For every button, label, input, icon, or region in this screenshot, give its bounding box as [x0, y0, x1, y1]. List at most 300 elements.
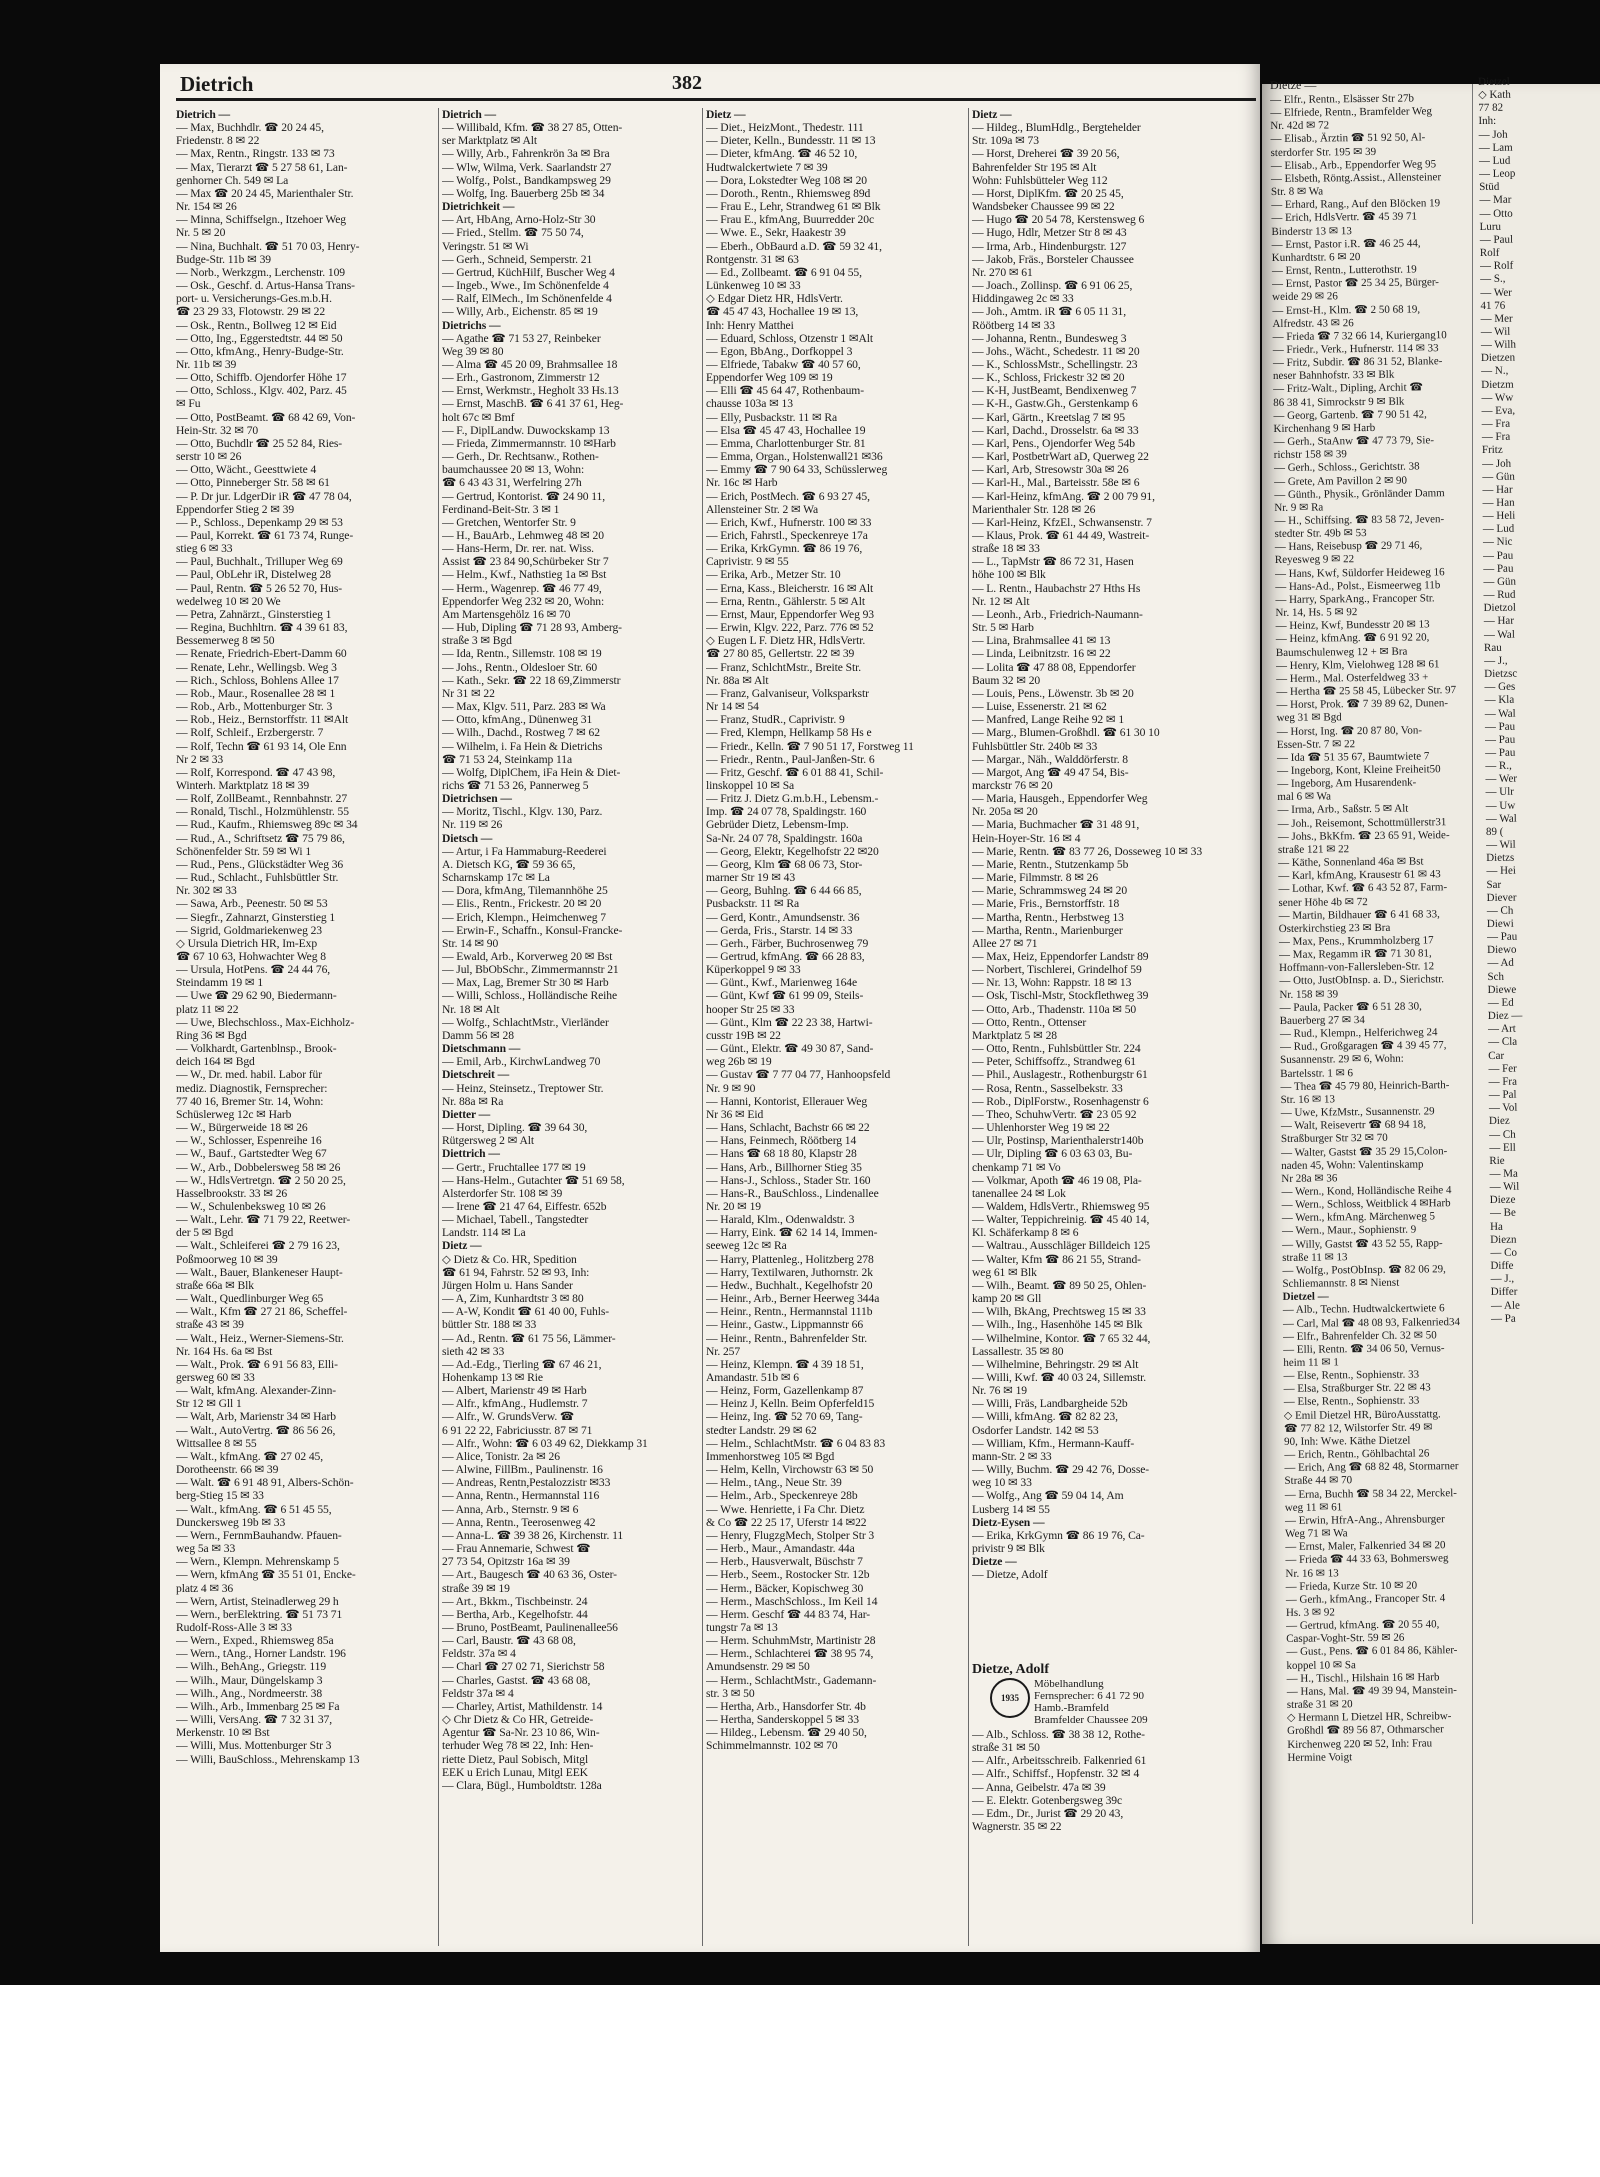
- directory-entry-fragment: — Pa: [1490, 1312, 1516, 1325]
- directory-entry: — Heinz, Form, Gazellenkamp 87: [706, 1384, 864, 1398]
- directory-entry: ser Marktplatz ✉ Alt: [442, 134, 537, 148]
- directory-entry: — Otto, JustObInsp. a. D., Sierichstr.: [1279, 973, 1445, 988]
- directory-entry: weg 10 ✉ 33: [972, 1476, 1032, 1490]
- directory-entry: — Diet., HeizMont., Thedestr. 111: [706, 121, 864, 135]
- directory-entry: — Waldem, HdlsVertr., Rhiemsweg 95: [972, 1199, 1150, 1213]
- directory-entry: — Ernst, Pastor i.R. ☎ 46 25 44,: [1271, 237, 1421, 251]
- directory-entry: — Walt, Reisevertr ☎ 68 94 18,: [1280, 1118, 1427, 1133]
- directory-entry: — Uwe, Blechschloss., Max-Eichholz-: [176, 1015, 355, 1029]
- directory-entry: Hein-Str. 32 ✉ 70: [176, 423, 259, 437]
- directory-entry: — W., Arb., Dobbelersweg 58 ✉ 26: [176, 1160, 341, 1174]
- directory-entry: — Gretchen, Wentorfer Str. 9: [442, 515, 576, 529]
- directory-entry: — Erika, KrkGymn ☎ 86 19 76, Ca-: [972, 1528, 1145, 1542]
- directory-entry: — Günth., Physik., Grönländer Damm: [1274, 486, 1445, 501]
- directory-entry: — Karl, kfmAng, Krausestr 61 ✉ 43: [1278, 868, 1441, 883]
- directory-entry: — Willi, Mus. Mottenburger Str 3: [176, 1739, 332, 1753]
- directory-entry: Nr. 20 ✉ 19: [706, 1199, 761, 1213]
- directory-entry: — Theo, SchuhwVertr. ☎ 23 05 92: [972, 1107, 1137, 1121]
- directory-entry: Kirchenweg 220 ✉ 52, Inh: Frau: [1287, 1736, 1433, 1751]
- directory-entry: — Margar., Näh., Walddörferstr. 8: [972, 752, 1129, 766]
- directory-entry: Reyesweg 9 ✉ 22: [1274, 553, 1355, 567]
- directory-entry: 77 40 16, Bremer Str. 14, Wohn:: [176, 1094, 324, 1108]
- directory-entry: Nr. 119 ✉ 26: [442, 818, 503, 832]
- column-separator: [702, 108, 703, 1946]
- directory-entry: — Leonh., Arb., Friedrich-Naumann-: [972, 607, 1143, 621]
- directory-entry: Str. 5 ✉ Harb: [972, 621, 1034, 635]
- directory-entry: Nr 31 ✉ 22: [442, 686, 495, 700]
- directory-entry: Rudolf-Ross-Alle 3 ✉ 33: [176, 1620, 292, 1634]
- directory-entry: — Hildeg., BlumHdlg., Bergtehelder: [972, 121, 1141, 135]
- directory-entry: Wohn: Fuhlsbütteler Weg 112: [972, 173, 1108, 187]
- directory-entry: — Elsbeth, Röntg.Assist., Allensteiner: [1270, 171, 1442, 185]
- directory-entry: terhuder Weg 78 ✉ 22, Inh: Hen-: [442, 1739, 594, 1753]
- directory-entry: — Carl, Mal ☎ 48 08 93, Falkenried34: [1282, 1315, 1461, 1330]
- directory-entry: — Walt., Kfm ☎ 27 21 86, Scheffel-: [176, 1305, 348, 1319]
- directory-entry: Nr. 16 ✉ 13: [1285, 1566, 1339, 1580]
- directory-entry-fragment: — Pau: [1486, 930, 1518, 944]
- directory-entry: — Max, Klgv. 511, Parz. 283 ✉ Wa: [442, 700, 606, 714]
- directory-entry-fragment: Diever: [1486, 891, 1517, 904]
- directory-entry: — Wern., berElektring. ☎ 51 73 71: [176, 1607, 343, 1621]
- directory-entry: — Helm., Kwf., Nathstieg 1a ✉ Bst: [442, 568, 607, 582]
- directory-entry: Straßburger Str 32 ✉ 70: [1280, 1132, 1388, 1146]
- directory-entry: Rütgersweg 2 ✉ Alt: [442, 1134, 534, 1148]
- directory-entry: linskoppel 10 ✉ Sa: [706, 778, 795, 792]
- section-heading: Dietter —: [442, 1107, 491, 1121]
- running-head-word: Dietrich: [180, 72, 254, 96]
- directory-entry: — Walt., kfmAng. ☎ 6 51 45 55,: [176, 1502, 332, 1516]
- directory-entry: — Charley, Artist, Mathildenstr. 14: [442, 1699, 603, 1713]
- directory-entry: — Luise, Essenerstr. 21 ✉ 62: [972, 700, 1107, 714]
- directory-entry: — Max, Pens., Krummholzberg 17: [1278, 934, 1434, 948]
- directory-entry: — Frau E., kfmAng, Buurredder 20c: [706, 213, 874, 227]
- directory-entry: — Hans ☎ 68 18 80, Klapstr 28: [706, 1147, 857, 1161]
- directory-entry: — Erna, Kass., Bleicherstr. 16 ✉ Alt: [706, 581, 874, 595]
- directory-entry: sener Höhe 4b ✉ 72: [1278, 895, 1368, 909]
- directory-entry: Dorotheenstr. 66 ✉ 39: [176, 1463, 279, 1477]
- directory-entry-fragment: Diffe: [1490, 1259, 1514, 1272]
- directory-entry: Caspar-Voght-Str. 59 ✉ 26: [1286, 1631, 1405, 1646]
- directory-entry: — Helm., Arb., Speckenreye 28b: [706, 1489, 858, 1503]
- directory-entry: Sa-Nr. 24 07 78, Spaldingstr. 160a: [706, 831, 863, 845]
- directory-entry: — Rud., A., Schriftsetz ☎ 75 79 86,: [176, 831, 345, 845]
- directory-entry: Schönenfelder Str. 59 ✉ Wi 1: [176, 844, 312, 858]
- directory-entry: Weg 71 ✉ Wa: [1285, 1527, 1348, 1540]
- directory-entry: — Erich, Rentn., Göhlbachtal 26: [1284, 1447, 1430, 1462]
- directory-entry: — Alb., Schloss. ☎ 38 38 12, Rothe-: [972, 1728, 1145, 1741]
- directory-entry: — Rich., Schloss, Bohlens Allee 17: [176, 673, 339, 687]
- directory-entry: Röötberg 14 ✉ 33: [972, 318, 1055, 332]
- directory-entry-fragment: — Hei: [1486, 865, 1517, 878]
- directory-entry: — W., Bauf., Gartstedter Weg 67: [176, 1147, 327, 1161]
- directory-entry: Binderstr 13 ✉ 13: [1271, 224, 1352, 238]
- directory-entry: Nr. 164 Hs. 6a ✉ Bst: [176, 1344, 273, 1358]
- directory-entry: — Edm., Dr., Jurist ☎ 29 20 43,: [972, 1806, 1124, 1820]
- directory-entry-fragment: Rau: [1483, 641, 1502, 654]
- directory-entry-fragment: — Otto: [1479, 207, 1513, 220]
- directory-entry: — Eberh., ObBaurd a.D. ☎ 59 32 41,: [706, 239, 882, 253]
- directory-entry: Str. 14 ✉ 90: [442, 936, 499, 950]
- directory-entry: Str. 109a ✉ 73: [972, 134, 1039, 148]
- directory-entry: weg 5a ✉ 33: [176, 1542, 236, 1556]
- directory-entry: — Ulr, Dipling ☎ 6 03 63 03, Bu-: [972, 1147, 1133, 1161]
- directory-entry-fragment: Car: [1488, 1049, 1505, 1062]
- directory-entry: Feldstr. 37a ✉ 4: [442, 1647, 516, 1661]
- directory-entry: — K-H., Gastw.Gh., Gerstenkamp 6: [972, 397, 1138, 411]
- directory-entry: — Henry, FlugzgMech, Stolper Str 3: [706, 1528, 875, 1542]
- section-heading: Diettrich —: [442, 1147, 500, 1161]
- directory-entry: — Margot, Ang ☎ 49 47 54, Bis-: [972, 765, 1129, 779]
- directory-entry: — Wern., Maur., Sophienstr. 9: [1281, 1223, 1417, 1238]
- directory-entry: — K-H, JustBeamt, Bendixenweg 7: [972, 384, 1137, 398]
- directory-entry: Nr. 154 ✉ 26: [176, 200, 237, 214]
- directory-entry: — Hans, Schlacht, Bachstr 66 ✉ 22: [706, 1121, 870, 1135]
- directory-entry: — Wern., Klempn. Mehrenskamp 5: [176, 1555, 339, 1569]
- directory-entry: Nr. 14, Hs. 5 ✉ 92: [1275, 606, 1358, 620]
- directory-entry: — Walter, Gastst ☎ 35 29 15,Colon-: [1281, 1144, 1448, 1159]
- directory-entry: — Rud., Klempn., Helferichweg 24: [1279, 1026, 1438, 1041]
- directory-entry: Alfredstr. 43 ✉ 26: [1272, 316, 1354, 330]
- directory-entry: — Willi, Schloss., Holländische Reihe: [442, 989, 617, 1003]
- directory-entry: Nr 14 ✉ 54: [706, 700, 759, 714]
- directory-entry: — Irma, Arb., Hindenburgstr. 127: [972, 239, 1127, 253]
- directory-entry: Nr. 88a ✉ Ra: [442, 1094, 504, 1108]
- directory-entry: — Franz, SchlchtMstr., Breite Str.: [706, 660, 862, 674]
- directory-entry: — Erwin-F., Schaffn., Konsul-Francke-: [442, 923, 623, 937]
- directory-entry: Marienthaler Str. 128 ✉ 26: [972, 502, 1096, 516]
- directory-entry: — Walt., kfmAng. ☎ 27 02 45,: [176, 1449, 324, 1463]
- directory-entry: — Max, Buchhdlr. ☎ 20 24 45,: [176, 121, 324, 135]
- directory-entry-fragment: — Mer: [1480, 312, 1513, 325]
- directory-entry: ☎ 61 94, Fahrstr. 52 ✉ 93, Inh:: [442, 1265, 590, 1279]
- directory-entry: — Charl ☎ 27 02 71, Sierichstr 58: [442, 1660, 605, 1674]
- directory-entry: — Gertrud, kfmAng. ☎ 20 55 40,: [1285, 1618, 1440, 1633]
- directory-entry: — Nina, Buchhalt. ☎ 51 70 03, Henry-: [176, 239, 360, 253]
- directory-entry: EEK u Erich Lunau, Mitgl EEK: [442, 1765, 588, 1779]
- directory-entry: wedelweg 10 ✉ 20 We: [176, 594, 281, 608]
- directory-entry: — K., Schloss, Frickestr 32 ✉ 20: [972, 371, 1125, 385]
- directory-entry: — Fritz, Geschf. ☎ 6 01 88 41, Schil-: [706, 765, 884, 779]
- directory-entry: Nr. 76 ✉ 19: [972, 1384, 1027, 1398]
- directory-entry: Bartelsstr. 1 ✉ 6: [1280, 1066, 1354, 1080]
- directory-entry: — Herm. Geschf ☎ 44 83 74, Har-: [706, 1607, 871, 1621]
- directory-entry: — Norb., Werkzgm., Lerchenstr. 109: [176, 265, 345, 279]
- directory-entry: — Dora, Lokstedter Weg 108 ✉ 20: [706, 173, 867, 187]
- directory-entry: — Heinz J, Kelln. Beim Opferfeld15: [706, 1397, 875, 1411]
- directory-entry: — Fritz J. Dietz G.m.b.H., Lebensm.-: [706, 792, 879, 806]
- directory-entry: — Wilhelm, i. Fa Hein & Dietrichs: [442, 739, 603, 753]
- directory-entry: mediz. Diagnostik, Fernsprecher:: [176, 1081, 328, 1095]
- directory-entry-fragment: — Paul: [1479, 233, 1514, 246]
- directory-entry: — Horst, Ing. ☎ 20 87 80, Von-: [1276, 723, 1423, 738]
- directory-entry: — Uwe, KfzMstr., Susannenstr. 29: [1280, 1105, 1435, 1119]
- directory-entry: weg 26b ✉ 19: [706, 1055, 772, 1069]
- directory-entry: — Heinz, Steinsetz., Treptower Str.: [442, 1081, 604, 1095]
- directory-entry: Friedenstr. 8 ✉ 22: [176, 134, 260, 148]
- directory-entry: — Walter, Teppichreinig. ☎ 45 40 14,: [972, 1213, 1150, 1227]
- directory-entry: — Wilhelmine, Behringstr. 29 ✉ Alt: [972, 1357, 1139, 1371]
- directory-entry-fragment: ◇ Kath: [1478, 88, 1511, 102]
- directory-entry: straße 31 ✉ 20: [1286, 1698, 1353, 1711]
- advertisement-name: Dietze, Adolf: [972, 1662, 1049, 1677]
- directory-entry: — Martin, Bildhauer ☎ 6 41 68 33,: [1278, 907, 1440, 922]
- directory-entry: — Fritz, Subdir. ☎ 86 31 52, Blanke-: [1272, 355, 1443, 370]
- directory-entry: Nr. 257: [706, 1344, 741, 1358]
- directory-entry: — Alfr., Arbeitsschreib. Falkenried 61: [972, 1754, 1147, 1768]
- directory-entry-fragment: Inh:: [1478, 115, 1497, 128]
- section-heading: Dietrichs —: [442, 318, 501, 332]
- directory-entry: Assist ☎ 23 84 90,Schürbeker Str 7: [442, 555, 609, 569]
- directory-entry: koppel 10 ✉ Sa: [1286, 1658, 1356, 1672]
- directory-entry: — Wilh., Beamt. ☎ 89 50 25, Ohlen-: [972, 1278, 1147, 1292]
- directory-entry: — Elfr., Rentn., Elsässer Str 27b: [1270, 92, 1415, 106]
- directory-entry: — Gerh., Schneid, Semperstr. 21: [442, 252, 593, 266]
- directory-entry: — Rud., Schlacht., Fuhlsbüttler Str.: [176, 871, 339, 885]
- directory-entry: — Gerh., Dr. Rechtsanw., Rothen-: [442, 450, 599, 464]
- directory-entry: Nr. 5 ✉ 20: [176, 226, 226, 240]
- directory-entry: — Walt., Heiz., Werner-Siemens-Str.: [176, 1331, 344, 1345]
- directory-entry: — Otto, Schiffb. Ojendorfer Höhe 17: [176, 371, 347, 385]
- directory-entry: — Harry, SparkAng., Francoper Str.: [1275, 592, 1435, 606]
- directory-entry-fragment: — Lud: [1482, 522, 1515, 536]
- directory-entry: cusstr 19B ✉ 22: [706, 1028, 781, 1042]
- directory-entry: Nr. 9 ✉ 90: [706, 1081, 756, 1095]
- directory-entry: — Willi, kfmAng. ☎ 82 82 23,: [972, 1410, 1118, 1424]
- directory-entry: — Emil, Arb., KirchwLandweg 70: [442, 1055, 601, 1069]
- directory-entry: — Günt., Kwf., Marienweg 164e: [706, 976, 858, 990]
- directory-entry: — Frieda, Kurze Str. 10 ✉ 20: [1285, 1579, 1418, 1593]
- directory-entry: — Hans, Arb., Billhorner Stieg 35: [706, 1160, 862, 1174]
- directory-entry: — Henry, Klm, Vielohweg 128 ✉ 61: [1275, 657, 1440, 672]
- directory-entry: — Heinz, Ing. ☎ 52 70 69, Tang-: [706, 1410, 863, 1424]
- directory-entry: — Doroth., Rentn., Rhiemsweg 89d: [706, 186, 871, 200]
- directory-entry: Lassallestr. 35 ✉ 80: [972, 1344, 1064, 1358]
- directory-entry: Dunckersweg 19b ✉ 33: [176, 1515, 286, 1529]
- directory-entry: — Heinr., Rentn., Bahrenfelder Str.: [706, 1331, 868, 1345]
- directory-entry: — Harry, Textilwaren, Juthornstr. 2k: [706, 1265, 873, 1279]
- directory-entry: — Willi, VersAng. ☎ 7 32 31 37,: [176, 1713, 333, 1727]
- directory-entry: — Wolfg, Ing. Bauerberg 25b ✉ 34: [442, 186, 605, 200]
- directory-entry-fragment: — Wal: [1484, 707, 1516, 720]
- directory-entry: chenkamp 71 ✉ Vo: [972, 1160, 1061, 1174]
- directory-entry: höhe 100 ✉ Blk: [972, 568, 1046, 582]
- directory-entry: — Elis., Rentn., Frickestr. 20 ✉ 20: [442, 897, 602, 911]
- directory-entry-fragment: — Ch: [1486, 904, 1514, 917]
- directory-entry: — Wern., Kond, Holländische Reihe 4: [1281, 1184, 1452, 1198]
- directory-entry: & Co ☎ 22 25 17, Uferstr 14 ✉22: [706, 1515, 867, 1529]
- directory-entry: — Gertrud, Kontorist. ☎ 24 90 11,: [442, 489, 606, 503]
- directory-entry-fragment: — S.,: [1480, 273, 1506, 286]
- directory-entry: Alsterdorfer Str. 108 ✉ 39: [442, 1186, 563, 1200]
- directory-entry: — Hans, Kwf, Süldorfer Heideweg 16: [1274, 565, 1445, 580]
- directory-entry: — Herb., Seem., Rostocker Str. 12b: [706, 1568, 870, 1582]
- right-directory-column-1: [1270, 92, 1487, 1765]
- directory-entry: — Erich, Ang ☎ 68 82 48, Stormarner: [1284, 1460, 1459, 1475]
- directory-entry: — Wern., tAng., Horner Landstr. 196: [176, 1647, 346, 1661]
- directory-entry-fragment: Luru: [1479, 220, 1502, 233]
- directory-entry: — Andreas, Rentn,Pestalozzistr ✉33: [442, 1476, 611, 1490]
- directory-entry: genhorner Ch. 549 ✉ La: [176, 173, 289, 187]
- directory-entry: — Volkmar, Apoth ☎ 46 19 08, Pla-: [972, 1173, 1142, 1187]
- directory-entry: Pusbackstr. 11 ✉ Ra: [706, 897, 800, 911]
- directory-entry: 90, Inh: Wwe. Käthe Dietzel: [1284, 1434, 1411, 1448]
- directory-entry: Allensteiner Str. 2 ✉ Wa: [706, 502, 819, 516]
- directory-entry: — Phil., Auslagestr., Rothenburgstr 61: [972, 1068, 1148, 1082]
- directory-entry: — Marie, Rentn. ☎ 83 77 26, Dosseweg 10 ✉ 33: [972, 844, 1203, 858]
- directory-entry: — Walter, Kfm ☎ 86 21 55, Strand-: [972, 1252, 1141, 1266]
- directory-entry: — Elfriede, Rentn., Bramfelder Weg: [1270, 105, 1432, 120]
- directory-entry: Nr. 11b ✉ 39: [176, 357, 237, 371]
- directory-entry: ☎ 27 80 85, Gellertstr. 22 ✉ 39: [706, 647, 855, 661]
- directory-entry-fragment: — Fer: [1488, 1062, 1517, 1075]
- directory-entry: — Otto, kfmAng., Henry-Budge-Str.: [176, 344, 344, 358]
- directory-entry: — Martha, Rentn., Herbstweg 13: [972, 910, 1124, 924]
- directory-entry-fragment: — Wil: [1485, 838, 1516, 852]
- directory-entry: — Dieter, kfmAng. ☎ 46 52 10,: [706, 147, 858, 161]
- directory-entry: — Ingeborg, Am Husarendenk-: [1277, 776, 1417, 791]
- directory-entry: straße 39 ✉ 19: [442, 1581, 510, 1595]
- section-heading: Dietsch —: [442, 831, 493, 845]
- directory-entry-fragment: — Leop: [1478, 167, 1516, 181]
- directory-entry: — Wolfg., SchlachtMstr., Vierländer: [442, 1015, 609, 1029]
- directory-entry: — Willy, Gastst ☎ 43 52 55, Rapp-: [1281, 1236, 1443, 1251]
- directory-entry: Imp. ☎ 24 07 78, Spaldingstr. 160: [706, 805, 867, 819]
- directory-entry: — P. Dr jur. LdgerDir iR ☎ 47 78 04,: [176, 489, 352, 503]
- directory-entry: — Karl-Heinz, KfzEl., Schwansenstr. 7: [972, 515, 1152, 529]
- directory-entry: Lünkenweg 10 ✉ 33: [706, 279, 801, 293]
- directory-entry: — Wern., Schloss, Weitblick 4 ✉Harb: [1281, 1197, 1451, 1212]
- directory-entry: — Eduard, Schloss, Otzenstr 1 ✉Alt: [706, 331, 873, 345]
- directory-page-left: [160, 64, 1260, 1952]
- directory-entry: — Heinz, Klempn. ☎ 4 39 18 51,: [706, 1357, 864, 1371]
- directory-entry: straße 31 ✉ 50: [972, 1741, 1040, 1755]
- directory-entry: — Louis, Pens., Löwenstr. 3b ✉ 20: [972, 686, 1134, 700]
- directory-entry-fragment: Diez: [1488, 1115, 1510, 1128]
- directory-entry: straße 18 ✉ 33: [972, 542, 1040, 556]
- directory-entry: Immenhorstweg 105 ✉ Bgd: [706, 1449, 835, 1463]
- directory-entry: — Wilhelmine, Kontor. ☎ 7 65 32 44,: [972, 1331, 1151, 1345]
- directory-entry: Bauerberg 27 ✉ 34: [1279, 1013, 1365, 1027]
- directory-entry: — Albert, Marienstr 49 ✉ Harb: [442, 1384, 587, 1398]
- directory-entry: Schliemannstr. 8 ✉ Nienst: [1282, 1276, 1400, 1290]
- directory-entry: — Otto, Wächt., Geesttwiete 4: [176, 463, 317, 477]
- directory-entry: — Helm, Kelln, Virchowstr 63 ✉ 50: [706, 1463, 874, 1477]
- directory-entry: — Horst, Dipling. ☎ 39 64 30,: [442, 1121, 588, 1135]
- directory-entry-fragment: — Wer: [1480, 286, 1512, 299]
- directory-entry: mal 6 ✉ Wa: [1277, 790, 1332, 804]
- directory-entry-fragment: — Wal: [1485, 812, 1517, 825]
- directory-entry: — Erwin, HfrA-Ang., Ahrensburger: [1284, 1513, 1445, 1527]
- directory-entry: — Rolf, Schleif., Erzbergerstr. 7: [176, 726, 324, 740]
- section-heading: Dietzel —: [1282, 1290, 1329, 1304]
- directory-entry-fragment: — Pau: [1483, 562, 1514, 575]
- directory-entry: — Artur, i Fa Hammaburg-Reederei: [442, 844, 607, 858]
- directory-entry: — Max ☎ 20 24 45, Marienthaler Str.: [176, 186, 354, 200]
- directory-entry-fragment: Dietzel: [1478, 75, 1510, 88]
- directory-entry: weide 29 ✉ 26: [1272, 290, 1338, 304]
- directory-entry: Ferdinand-Beit-Str. 3 ✉ 1: [442, 502, 560, 516]
- directory-entry: Steindamm 19 ✉ 1: [176, 976, 264, 990]
- directory-entry: — Walt., AutoVertrg. ☎ 86 56 26,: [176, 1423, 336, 1437]
- directory-entry: — Herm., Bäcker, Kopischweg 30: [706, 1581, 864, 1595]
- directory-entry: — Heinz, kfmAng. ☎ 6 91 92 20,: [1275, 631, 1430, 646]
- directory-entry: richs ☎ 71 53 26, Pannerweg 5: [442, 778, 589, 792]
- directory-entry: — Rob., Maur., Rosenallee 28 ✉ 1: [176, 686, 336, 700]
- directory-entry: — W., Schlosser, Espenreihe 16: [176, 1134, 322, 1148]
- directory-entry: Scharnskamp 17c ✉ La: [442, 871, 550, 885]
- directory-entry: — Hans, Reisebusp ☎ 29 71 46,: [1274, 539, 1423, 554]
- directory-entry: — Hub, Dipling ☎ 71 28 93, Amberg-: [442, 621, 622, 635]
- directory-entry: — Friedr., Verk., Hufnerstr. 114 ✉ 33: [1272, 342, 1439, 356]
- directory-entry: ◇ Chr Dietz & Co HR, Getreide-: [442, 1713, 594, 1727]
- directory-entry: ◇ Edgar Dietz HR, HdlsVertr.: [706, 292, 843, 306]
- directory-entry: — Gust., Pens. ☎ 6 01 84 86, Kähler-: [1286, 1644, 1458, 1659]
- directory-entry: — Walt, Arb, Marienstr 34 ✉ Harb: [176, 1410, 336, 1424]
- directory-entry-fragment: Dietzol: [1483, 601, 1517, 615]
- directory-entry: — Alfr., Wohn: ☎ 6 03 49 62, Diekkamp 31: [442, 1436, 648, 1450]
- directory-entry: Hein-Hoyer-Str. 16 ✉ 4: [972, 831, 1081, 845]
- directory-entry: — Herm., Wagenrep. ☎ 46 77 49,: [442, 581, 602, 595]
- directory-entry: Kl. Schäferkamp 8 ✉ 6: [972, 1226, 1079, 1240]
- directory-entry-fragment: — Vol: [1488, 1101, 1518, 1115]
- directory-entry: Nr. 9 ✉ Ra: [1274, 501, 1324, 514]
- directory-entry: — Ernst-H., Klm. ☎ 2 50 68 19,: [1272, 302, 1421, 317]
- directory-entry: ◇ Ursula Dietrich HR, Im-Exp: [176, 936, 318, 950]
- directory-entry: — Erna, Rentn., Gählerstr. 5 ✉ Alt: [706, 594, 865, 608]
- directory-entry: — Marie, Rentn., Stutzenkamp 5b: [972, 857, 1129, 871]
- directory-entry: — Wilh., BehAng., Griegstr. 119: [176, 1660, 327, 1674]
- section-heading: Dietrich —: [176, 108, 231, 121]
- directory-entry: — Herm., Schlachterei ☎ 38 95 74,: [706, 1647, 874, 1661]
- directory-entry: — Anna, Geibelstr. 47a ✉ 39: [972, 1780, 1106, 1794]
- directory-entry: — Norbert, Tischlerei, Grindelhof 59: [972, 963, 1142, 977]
- directory-entry: — L. Rentn., Haubachstr 27 Hths Hs: [972, 581, 1141, 595]
- directory-entry: — Willy, Arb., Fahrenkrön 3a ✉ Bra: [442, 147, 610, 161]
- directory-entry-fragment: — Heli: [1482, 509, 1516, 523]
- directory-entry: — Franz, Galvaniseur, Volksparkstr: [706, 686, 869, 700]
- directory-entry: — Elisab., Ärztin ☎ 51 92 50, Al-: [1270, 131, 1426, 146]
- directory-entry: — Gustav ☎ 7 77 04 77, Hanhoopsfeld: [706, 1068, 891, 1082]
- directory-entry: — Ida, Rentn., Sillemstr. 108 ✉ 19: [442, 647, 602, 661]
- directory-entry-fragment: — J.,: [1484, 654, 1508, 667]
- directory-entry: — Irma, Arb., Saßstr. 5 ✉ Alt: [1277, 803, 1409, 817]
- column-separator: [968, 108, 969, 1946]
- directory-entry: — Petra, Zahnärzt., Ginsterstieg 1: [176, 607, 332, 621]
- directory-entry: — Wilh, BkAng, Prechtsweg 15 ✉ 33: [972, 1305, 1146, 1319]
- directory-entry: Budge-Str. 11b ✉ 39: [176, 252, 271, 266]
- directory-entry: — Hans-Herm, Dr. rer. nat. Wiss.: [442, 542, 594, 556]
- directory-entry: — Johs., Rentn., Oldesloer Str. 60: [442, 660, 598, 674]
- directory-column-4: [972, 108, 1240, 1660]
- directory-entry: heim 11 ✉ 1: [1283, 1356, 1339, 1369]
- directory-entry-fragment: Diewo: [1487, 943, 1517, 957]
- column-separator: [438, 108, 439, 1946]
- advertisement-line: Möbelhandlung: [1034, 1678, 1104, 1690]
- directory-entry: Wittsallee 8 ✉ 55: [176, 1436, 257, 1450]
- directory-entry-fragment: — Ma: [1489, 1167, 1518, 1180]
- directory-entry: Hasselbrookstr. 33 ✉ 26: [176, 1186, 288, 1200]
- directory-entry: — Anna, Rentn., Hermannstal 116: [442, 1489, 600, 1503]
- directory-entry-fragment: Diewi: [1486, 917, 1514, 930]
- directory-entry: str. 3 ✉ 50: [706, 1686, 755, 1700]
- directory-entry: Winterh. Marktplatz 18 ✉ 39: [176, 778, 310, 792]
- directory-entry-fragment: — Be: [1489, 1207, 1516, 1220]
- directory-entry-fragment: — Co: [1490, 1246, 1517, 1259]
- directory-entry: Bahrenfelder Str 195 ✉ Alt: [972, 160, 1097, 174]
- directory-entry: — Renate, Lehr., Wellingsb. Weg 3: [176, 660, 337, 674]
- directory-entry: A. Dietsch KG, ☎ 59 36 65,: [442, 857, 576, 871]
- directory-entry: — Ewald, Arb., Korverweg 20 ✉ Bst: [442, 950, 613, 963]
